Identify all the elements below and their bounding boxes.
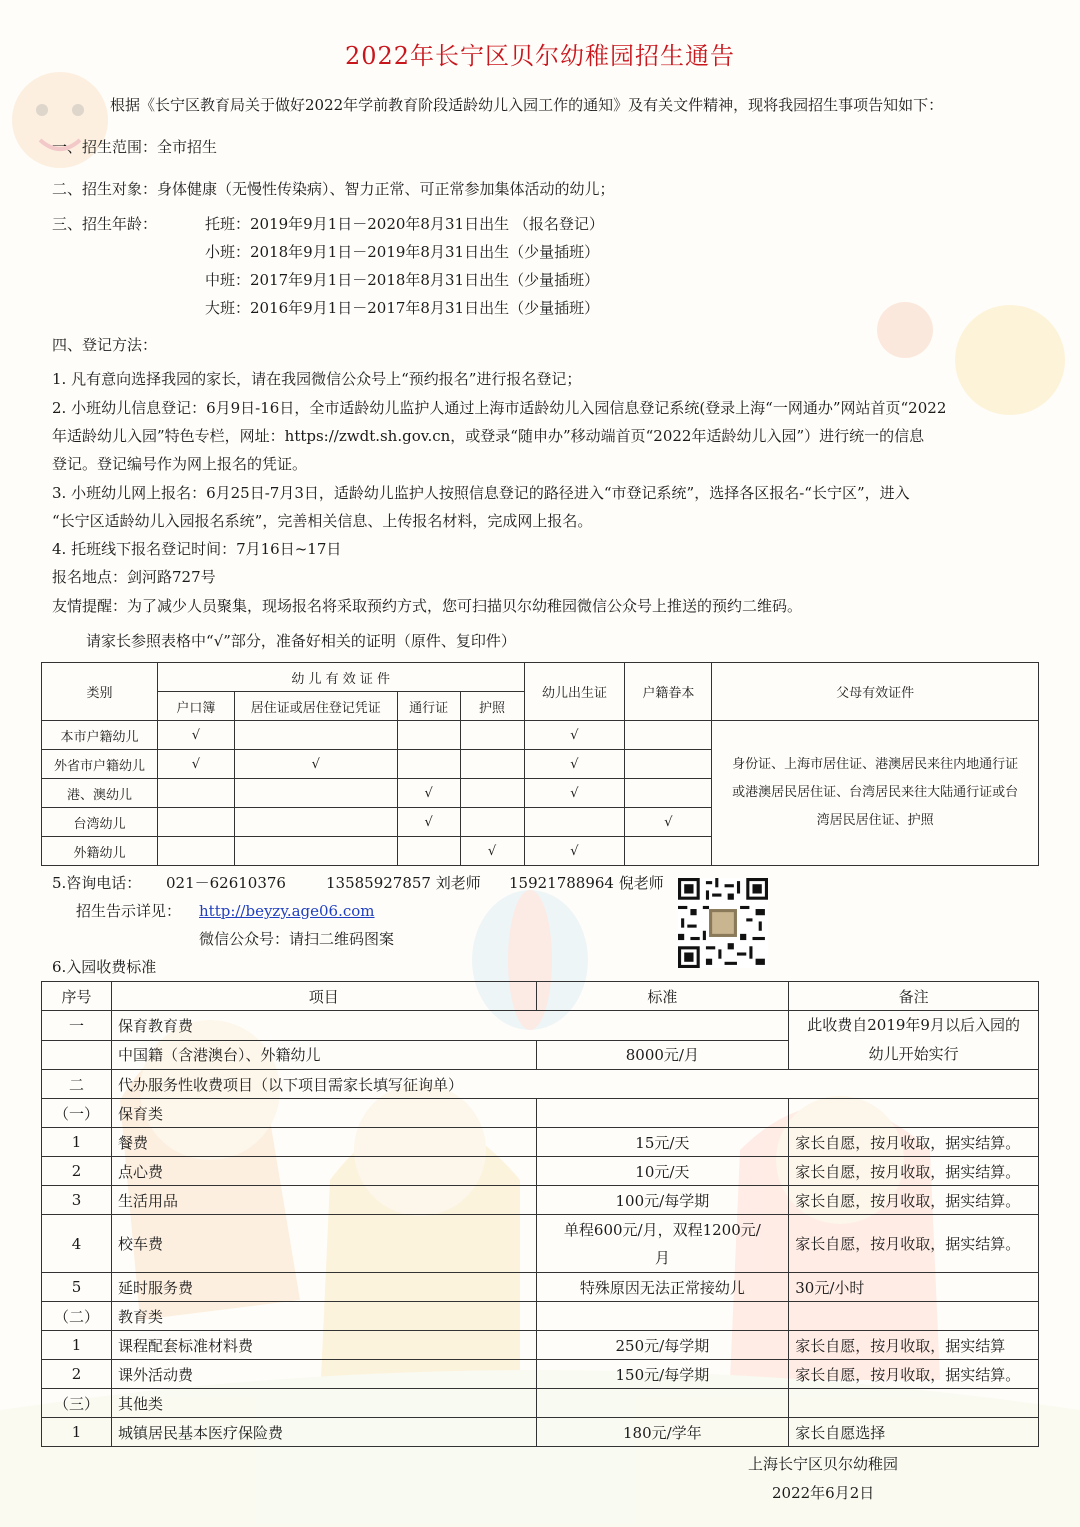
- documents-table: [41, 662, 1039, 866]
- header-residence-permit: 居住证或居住登记凭证: [234, 692, 397, 721]
- fee-no: （三）: [42, 1389, 112, 1418]
- check-cell: √: [157, 721, 234, 750]
- fee-item: 餐费: [111, 1128, 536, 1157]
- fee-note: [789, 1011, 1039, 1070]
- age-line: 大班：2016年9月1日－2017年8月31日出生（少量插班）: [205, 299, 600, 317]
- notice-detail-label: 招生告示详见：: [76, 902, 182, 920]
- fee-item: 保育教育费: [111, 1011, 788, 1041]
- check-cell: √: [524, 750, 625, 779]
- fee-header-item: 项目: [111, 982, 536, 1011]
- category-cell: 外籍幼儿: [42, 837, 158, 866]
- section-4-label: 四、登记方法：: [52, 336, 158, 354]
- wechat-note: 微信公众号：请扫二维码图案: [199, 930, 395, 948]
- check-cell: [234, 721, 397, 750]
- reg-line: 报名地点：剑河路727号: [52, 568, 216, 586]
- fee-note: [789, 1389, 1039, 1418]
- table-row: [42, 1389, 1039, 1418]
- fee-item: 校车费: [111, 1215, 536, 1273]
- fee-note: [789, 1302, 1039, 1331]
- fee-no: 二: [42, 1070, 112, 1099]
- fee-standard-line: 月: [654, 1248, 670, 1267]
- check-cell: √: [524, 721, 625, 750]
- fee-no: 5: [42, 1273, 112, 1302]
- fee-item: 城镇居民基本医疗保险费: [111, 1418, 536, 1447]
- parent-docs-line: 湾居民居住证、护照: [816, 813, 934, 828]
- fee-standard: [536, 1302, 789, 1331]
- table-row: [42, 1215, 1039, 1273]
- fee-standard: [536, 1389, 789, 1418]
- fee-note-line: 幼儿开始实行: [868, 1045, 959, 1063]
- fee-no: 1: [42, 1418, 112, 1447]
- check-cell: [625, 779, 712, 808]
- fee-no: 1: [42, 1128, 112, 1157]
- table-row: [42, 1157, 1039, 1186]
- intro-text: 根据《长宁区教育局关于做好2022年学前教育阶段适龄幼儿入园工作的通知》及有关文件精神，现将我园招生事项告知如下：: [110, 96, 944, 114]
- fee-item: 课程配套标准材料费: [111, 1331, 536, 1360]
- check-cell: [625, 837, 712, 866]
- check-cell: [460, 750, 524, 779]
- fee-table: [41, 981, 1039, 1447]
- header-parent-docs: 父母有效证件: [712, 663, 1039, 721]
- check-cell: [460, 721, 524, 750]
- check-cell: [234, 779, 397, 808]
- fee-header-standard: 标准: [536, 982, 789, 1011]
- section-3-label: 三、招生年龄：: [52, 215, 158, 233]
- reg-line: “长宁区适龄幼儿入园报名系统”，完善相关信息、上传报名材料，完成网上报名。: [52, 512, 593, 530]
- check-cell: √: [524, 837, 625, 866]
- age-line: 托班：2019年9月1日－2020年8月31日出生 （报名登记）: [205, 215, 604, 233]
- fee-note: 家长自愿，按月收取，据实结算。: [789, 1186, 1039, 1215]
- category-cell: 港、澳幼儿: [42, 779, 158, 808]
- qr-code-icon[interactable]: [678, 878, 768, 968]
- header-child-docs: 幼 儿 有 效 证 件: [157, 663, 524, 692]
- parent-docs-cell: [712, 721, 1039, 866]
- reg-line: 4. 托班线下报名登记时间：7月16日~17日: [52, 540, 342, 558]
- header-hukou-book: 户口簿: [157, 692, 234, 721]
- table-row: [42, 1099, 1039, 1128]
- fee-no: 2: [42, 1360, 112, 1389]
- fee-note: 家长自愿，按月收取，据实结算。: [789, 1157, 1039, 1186]
- footer-org: 上海长宁区贝尔幼稚园: [748, 1455, 899, 1473]
- table-note: 请家长参照表格中“√”部分，准备好相关的证明（原件、复印件）: [86, 632, 516, 650]
- check-cell: √: [234, 750, 397, 779]
- table-row: [42, 1128, 1039, 1157]
- fee-no: 1: [42, 1331, 112, 1360]
- fee-no: [42, 1040, 112, 1070]
- fee-item: 生活用品: [111, 1186, 536, 1215]
- fee-no: （一）: [42, 1099, 112, 1128]
- reg-line: 3. 小班幼儿网上报名：6月25日-7月3日，适龄幼儿监护人按照信息登记的路径进入“市登记系统”，选择各区报名-“长宁区”，进入: [52, 484, 910, 502]
- check-cell: √: [397, 808, 460, 837]
- table-row: [42, 1011, 1039, 1041]
- contact-phone-office: 021－62610376: [166, 874, 286, 892]
- fee-header-no: 序号: [42, 982, 112, 1011]
- check-cell: [397, 750, 460, 779]
- category-cell: 台湾幼儿: [42, 808, 158, 837]
- table-row: [42, 1302, 1039, 1331]
- header-passport: 护照: [460, 692, 524, 721]
- fee-note: [789, 1099, 1039, 1128]
- table-row: [42, 1186, 1039, 1215]
- fee-note: 家长自愿，按月收取，据实结算。: [789, 1360, 1039, 1389]
- reg-line: 登记。登记编号作为网上报名的凭证。: [52, 455, 308, 473]
- fee-standard: 100元/每学期: [536, 1186, 789, 1215]
- fee-standard: [536, 1099, 789, 1128]
- contact-phone-liu: 13585927857 刘老师: [326, 874, 481, 892]
- fee-no: 2: [42, 1157, 112, 1186]
- table-row: [42, 1331, 1039, 1360]
- fee-item: 保育类: [111, 1099, 536, 1128]
- check-cell: [157, 779, 234, 808]
- fee-note: 家长自愿，按月收取，据实结算。: [789, 1215, 1039, 1273]
- check-cell: [524, 808, 625, 837]
- page-title: 2022年长宁区贝尔幼稚园招生通告: [344, 42, 736, 70]
- category-cell: 外省市户籍幼儿: [42, 750, 158, 779]
- fee-standard: 180元/学年: [536, 1418, 789, 1447]
- fee-no: 一: [42, 1011, 112, 1041]
- fee-no: 3: [42, 1186, 112, 1215]
- contact-phone-ni: 15921788964 倪老师: [509, 874, 664, 892]
- header-travel-permit: 通行证: [397, 692, 460, 721]
- fee-item: 延时服务费: [111, 1273, 536, 1302]
- fee-item: 课外活动费: [111, 1360, 536, 1389]
- fee-note: 30元/小时: [789, 1273, 1039, 1302]
- check-cell: [460, 808, 524, 837]
- contact-label: 5.咨询电话：: [52, 874, 142, 892]
- table-row: [42, 721, 1039, 750]
- parent-docs-line: 身份证、上海市居住证、港澳居民来往内地通行证: [732, 757, 1019, 772]
- check-cell: √: [625, 808, 712, 837]
- fee-item: 代办服务性收费项目（以下项目需家长填写征询单）: [111, 1070, 1038, 1099]
- fee-standard: 15元/天: [536, 1128, 789, 1157]
- fee-note-line: 此收费自2019年9月以后入园的: [807, 1016, 1020, 1034]
- category-cell: 本市户籍幼儿: [42, 721, 158, 750]
- header-hukou-copy: 户籍眷本: [625, 663, 712, 721]
- fee-header-note: 备注: [789, 982, 1039, 1011]
- fee-item: 中国籍（含港澳台）、外籍幼儿: [111, 1040, 536, 1070]
- check-cell: [625, 721, 712, 750]
- check-cell: [397, 837, 460, 866]
- reg-line: 2. 小班幼儿信息登记：6月9日-16日，全市适龄幼儿监护人通过上海市适龄幼儿入园信息登记系统(登录上海“一网通办”网站首页“2022: [52, 399, 947, 417]
- fee-standard: [536, 1215, 789, 1273]
- table-row: [42, 1273, 1039, 1302]
- check-cell: [234, 808, 397, 837]
- fee-note: 家长自愿，按月收取，据实结算: [789, 1331, 1039, 1360]
- section-2: 二、招生对象：身体健康（无慢性传染病）、智力正常、可正常参加集体活动的幼儿；: [52, 180, 615, 198]
- fee-item: 教育类: [111, 1302, 536, 1331]
- fee-note: 家长自愿选择: [789, 1418, 1039, 1447]
- parent-docs-line: 或港澳居民居住证、台湾居民来往大陆通行证或台: [732, 785, 1019, 800]
- check-cell: √: [524, 779, 625, 808]
- reg-line: 年适龄幼儿入园”特色专栏，网址：https://zwdt.sh.gov.cn，或登录“随申办”移动端首页“2022年适龄幼儿入园”）进行统一的信息: [52, 427, 925, 445]
- fee-standard-line: 单程600元/月，双程1200元/: [563, 1220, 761, 1239]
- fee-standard: 150元/每学期: [536, 1360, 789, 1389]
- fee-no: （二）: [42, 1302, 112, 1331]
- fee-item: 其他类: [111, 1389, 536, 1418]
- section-1: 一、招生范围：全市招生: [52, 138, 218, 156]
- header-category: 类别: [42, 663, 158, 721]
- fee-no: 4: [42, 1215, 112, 1273]
- check-cell: √: [460, 837, 524, 866]
- notice-url-link[interactable]: http://beyzy.age06.com: [199, 902, 375, 920]
- table-row: [42, 1360, 1039, 1389]
- fee-standard: 250元/每学期: [536, 1331, 789, 1360]
- table-row: [42, 1418, 1039, 1447]
- table-row: [42, 1070, 1039, 1099]
- footer-date: 2022年6月2日: [772, 1484, 875, 1502]
- check-cell: [157, 837, 234, 866]
- fee-standard: 10元/天: [536, 1157, 789, 1186]
- age-line: 小班：2018年9月1日－2019年8月31日出生（少量插班）: [205, 243, 600, 261]
- check-cell: √: [397, 779, 460, 808]
- check-cell: [460, 779, 524, 808]
- check-cell: [397, 721, 460, 750]
- header-birth-cert: 幼儿出生证: [524, 663, 625, 721]
- reg-line: 友情提醒：为了减少人员聚集，现场报名将采取预约方式，您可扫描贝尔幼稚园微信公众号上推送的预约二维码。: [52, 597, 803, 615]
- fee-standard: 8000元/月: [536, 1040, 789, 1070]
- fee-item: 点心费: [111, 1157, 536, 1186]
- check-cell: [234, 837, 397, 866]
- fee-note: 家长自愿，按月收取，据实结算。: [789, 1128, 1039, 1157]
- fee-standard: 特殊原因无法正常接幼儿: [536, 1273, 789, 1302]
- check-cell: √: [157, 750, 234, 779]
- fee-section-title: 6.入园收费标准: [52, 958, 157, 976]
- reg-line: 1. 凡有意向选择我园的家长，请在我园微信公众号上“预约报名”进行报名登记；: [52, 370, 582, 388]
- check-cell: [157, 808, 234, 837]
- age-line: 中班：2017年9月1日－2018年8月31日出生（少量插班）: [205, 271, 600, 289]
- check-cell: [625, 750, 712, 779]
